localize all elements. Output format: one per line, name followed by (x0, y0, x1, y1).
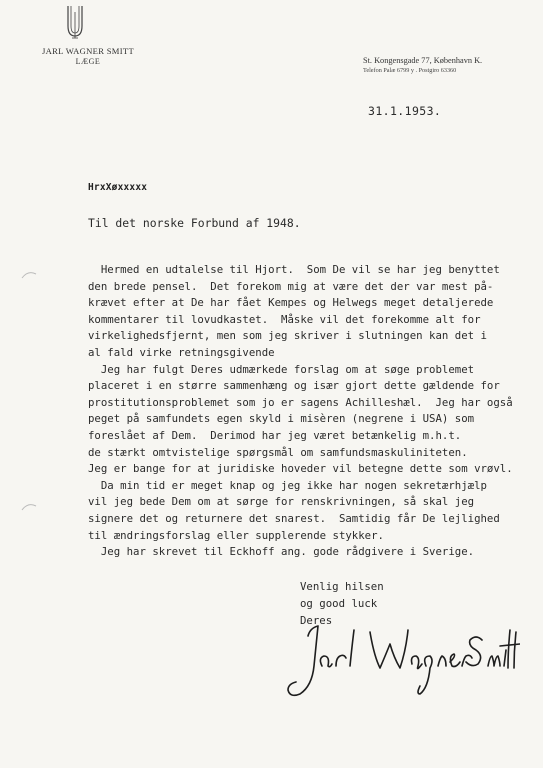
letter-date: 31.1.1953. (368, 104, 442, 118)
closing-line: Venlig hilsen (300, 580, 384, 593)
body-line: peget på samfundets egen skyld i misèren (negrene i USA) som (88, 412, 475, 426)
body-line: Jeg har fulgt Deres udmærkede forslag om at søge problemet (88, 362, 475, 376)
body-line: virkelighedsfjernt, men som jeg skriver i slutningen kan det i (88, 329, 487, 343)
body-line: den brede pensel. Det forekom mig at være det der var mest på- (88, 279, 494, 293)
body-line: krævet efter at De har fået Kempes og Helwegs meget detaljerede (88, 296, 494, 310)
struck-out-salutation: HrxXøxxxxx (88, 182, 148, 193)
body-line: Jeg har skrevet til Eckhoff ang. gode rådgivere i Sverige. (88, 545, 475, 559)
body-line: vil jeg bede Dem om at sørge for renskrivningen, så skal jeg (88, 495, 475, 509)
body-line: al fald virke retningsgivende (88, 345, 275, 359)
body-line: foreslået af Dem. Derimod har jeg været betænkelig m.h.t. (88, 428, 462, 442)
body-line: Da min tid er meget knap og jeg ikke har nogen sekretærhjælp (88, 478, 487, 492)
recipient-line: Til det norske Forbund af 1948. (88, 216, 301, 230)
letterhead-title: LÆGE (75, 57, 101, 66)
letterhead-address: St. Kongensgade 77, København K. (363, 56, 483, 65)
body-line: placeret i en større sammenhæng og især gjort dette gældende for (88, 379, 500, 393)
punch-hole-mark (20, 500, 38, 512)
closing-line: Deres (300, 614, 333, 627)
handwritten-signature (270, 606, 520, 714)
body-line: de stærkt omtvistelige spørgsmål om samfundsmaskuliniteten. (88, 445, 468, 459)
body-line: signere det og returnere det snarest. Samtidig får De lejlighed (88, 511, 500, 525)
letterhead-monogram-logo (62, 4, 88, 44)
body-line: kommentarer til lovudkastet. Måske vil det forekomme alt for (88, 312, 481, 326)
body-line: prostitutionsproblemet som jo er sagens Achilleshæl. Jeg har også (88, 395, 513, 409)
body-line: til ændringsforslag eller supplerende stykker. (88, 528, 384, 542)
body-line: Hermed en udtalelse til Hjort. Som De vil se har jeg benyttet (88, 263, 500, 276)
body-line: Jeg er bange for at juridiske hoveder vil betegne dette som vrøvl. (88, 462, 513, 476)
closing-line: og good luck (300, 597, 378, 610)
letterhead-name: JARL WAGNER SMITT (42, 46, 134, 56)
punch-hole-mark (20, 268, 38, 280)
letter-body (88, 262, 513, 561)
letterhead-phone-giro: Telefon Palæ 6799 y . Postgiro 63360 (363, 67, 457, 74)
